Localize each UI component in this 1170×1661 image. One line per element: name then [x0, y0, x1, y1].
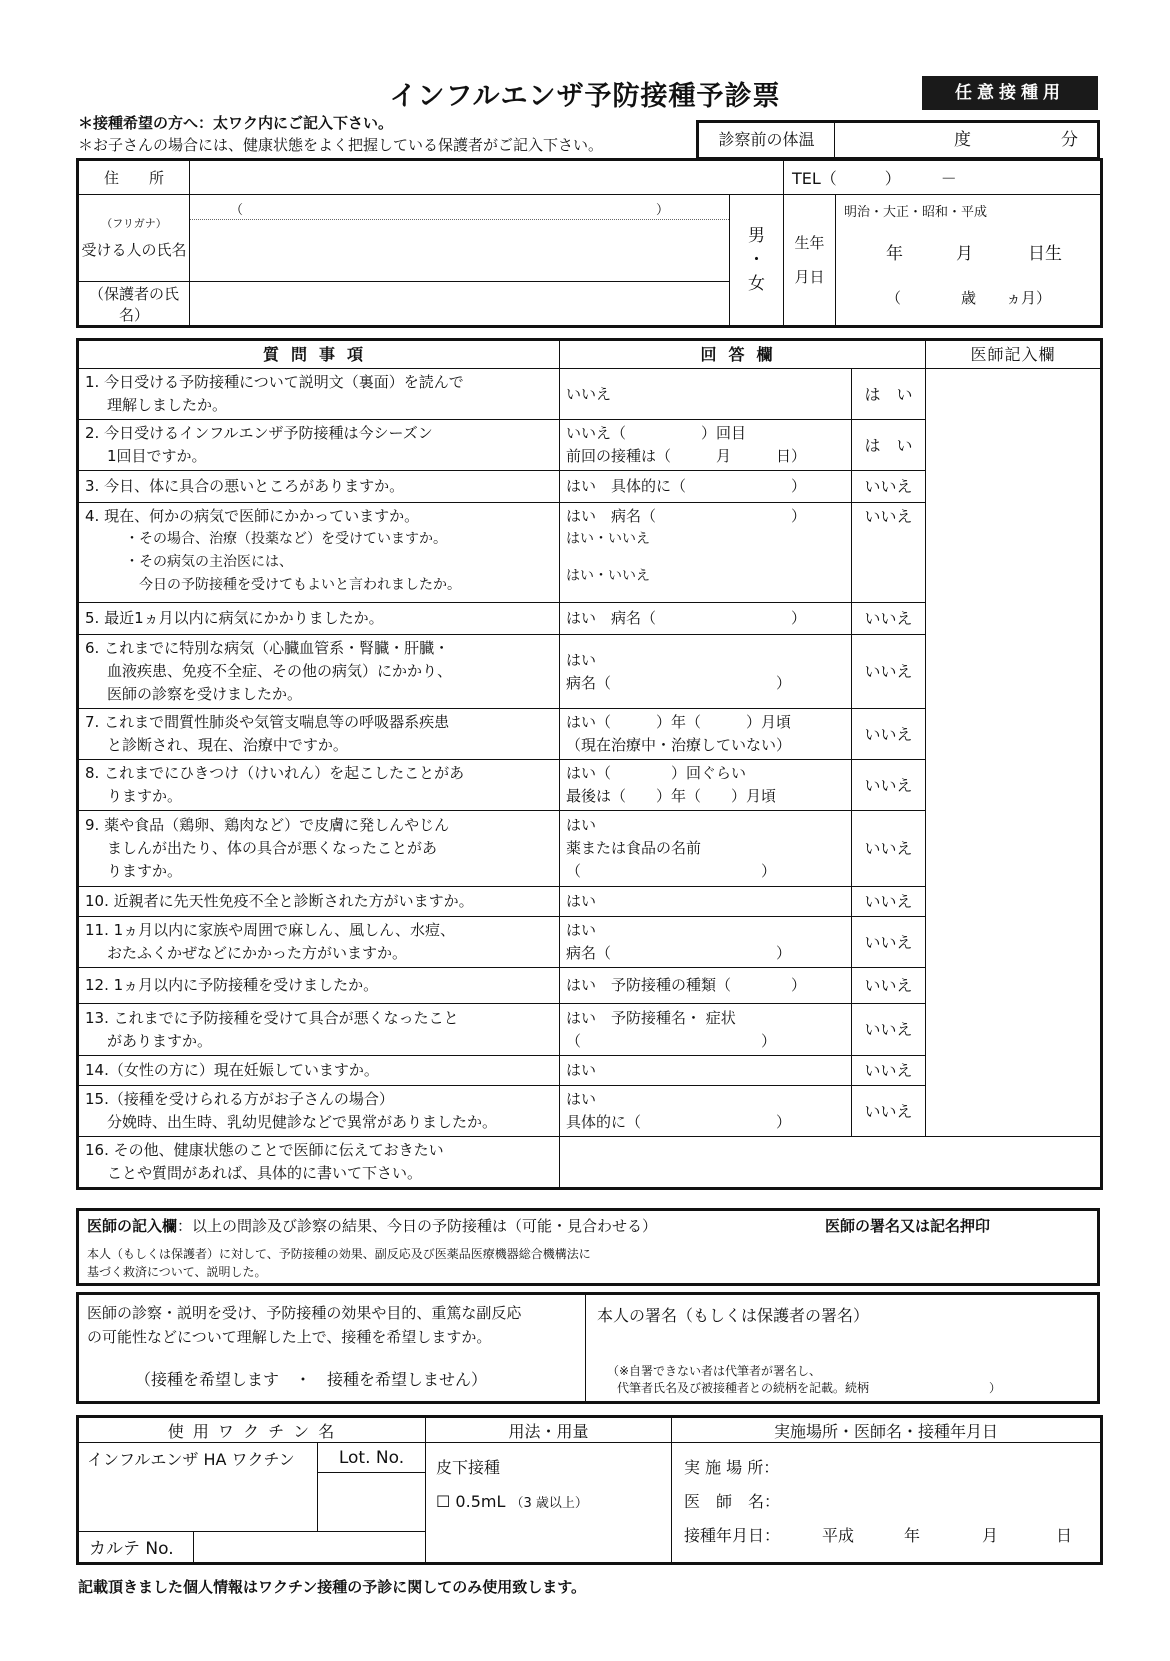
place-label: 実 施 場 所： [684, 1458, 780, 1478]
answer-option[interactable]: はい [560, 887, 852, 917]
question-text-cont: おたふくかぜなどにかかった方がいますか。 [107, 944, 408, 962]
lot-field[interactable] [318, 1473, 426, 1531]
question-text: 6. これまでに特別な病気（心臓血管系・腎臓・肝臓・ [85, 639, 450, 657]
birthdate-label-1: 生年 [794, 233, 825, 252]
signature-label: 本人の署名（もしくは保護者の署名） [597, 1306, 870, 1325]
doctor-explain-1: 本人（もしくは保護者）に対して、予防接種の効果、副反応及び医薬品医療機器総合機構法に [87, 1247, 591, 1261]
question-text-cont: がありますか。 [107, 1031, 213, 1050]
question-text: 16. その他、健康状態のことで医師に伝えておきたい [85, 1141, 444, 1159]
answer-option[interactable]: はい [566, 816, 597, 834]
instruction-note-1: ＊接種希望の方へ：太ワク内にご記入下さい。 [78, 114, 394, 132]
question-text-cont: 医師の診察を受けましたか。 [107, 685, 303, 703]
doctor-section-label: 医師の記入欄 [87, 1217, 178, 1235]
dose-note: （3 歳以上） [510, 1496, 588, 1512]
place-header: 実施場所・医師名・接種年月日 [672, 1417, 1102, 1443]
question-text: 11. 1ヵ月以内に家族や周囲で麻しん、風しん、水痘、 [85, 921, 455, 939]
answer-detail[interactable]: （ ） [566, 1031, 777, 1050]
question-text-cont: 理解しましたか。 [107, 396, 228, 414]
answer-option[interactable]: いいえ [852, 1056, 926, 1086]
proxy-note-1: （※自署できない者は代筆者が署名し、 [607, 1364, 822, 1378]
doctor-name-label: 医 師 名： [684, 1492, 781, 1512]
consent-section [76, 1292, 1100, 1404]
question-text: 8. これまでにひきつけ（けいれん）を起こしたことがあ [85, 764, 465, 782]
answer-option[interactable]: はい 予防接種名・ 症状 [566, 1008, 736, 1027]
doctor-notes-column[interactable] [926, 369, 1102, 1137]
name-label: 受ける人の氏名 [81, 241, 187, 260]
sub-answer-option[interactable]: はい・いいえ [566, 568, 650, 584]
era-options: 明治・大正・昭和・平成 [844, 204, 988, 220]
question-text-cont: ことや質問があれば、具体的に書いて下さい。 [107, 1164, 423, 1182]
answer-option[interactable]: いいえ [852, 503, 926, 603]
answer-option[interactable]: いいえ [852, 709, 926, 760]
voluntary-badge: 任意接種用 [922, 76, 1098, 110]
answer-detail[interactable]: 薬または食品の名前 [566, 839, 702, 857]
answer-detail[interactable]: （ ） [566, 862, 777, 880]
answer-option[interactable]: はい [566, 1090, 597, 1108]
question-subtext: ・その場合、治療（投薬など）を受けていますか。 [125, 531, 447, 547]
temperature-minute-unit: 分 [1061, 130, 1078, 150]
question-text: 2. 今日受けるインフルエンザ予防接種は今シーズン [85, 424, 433, 442]
answer-option[interactable]: いいえ [852, 471, 926, 503]
birthdate-label-2: 月日 [794, 267, 825, 286]
vaccine-table [76, 1415, 1103, 1565]
question-text-cont: りますか。 [107, 787, 183, 805]
temperature-label: 診察前の体温 [699, 123, 835, 157]
sex-selector[interactable] [730, 194, 784, 326]
temperature-degree-unit: 度 [954, 130, 971, 150]
doctor-explain-2: 基づく救済について、説明した。 [87, 1265, 267, 1279]
birthdate-field[interactable] [836, 194, 1102, 326]
privacy-footer: 記載頂きました個人情報はワクチン接種の予診に関してのみ使用致します。 [78, 1578, 587, 1596]
answer-option[interactable]: は い [852, 369, 926, 420]
birth-month-unit: 月 [956, 243, 973, 264]
date-month-unit: 月 [982, 1526, 999, 1546]
furigana-paren-open: （ [230, 202, 244, 218]
age-field[interactable]: （ 歳 ヵ月） [886, 288, 1052, 307]
usage-header: 用法・用量 [426, 1417, 672, 1443]
chart-number-field[interactable] [194, 1531, 426, 1563]
sex-male[interactable]: 男 [748, 225, 765, 246]
question-text: 1. 今日受ける予防接種について説明文（裏面）を読んで [85, 373, 464, 391]
consent-choice[interactable]: （接種を希望します ・ 接種を希望しません） [135, 1370, 488, 1389]
birth-year-unit: 年 [886, 243, 903, 264]
answer-option[interactable]: はい 具体的に（ ） [560, 471, 852, 503]
answer-option[interactable]: いいえ [560, 369, 852, 420]
instruction-note-2: ＊お子さんの場合には、健康状態をよく把握している保護者がご記入下さい。 [78, 136, 604, 154]
name-label-cell [78, 194, 190, 282]
sub-answer-option[interactable]: はい・いいえ [566, 531, 650, 547]
vaccine-name-header: 使 用 ワ ク チ ン 名 [78, 1417, 426, 1443]
dose-checkbox[interactable]: ☐ 0.5mL [436, 1492, 506, 1512]
answer-detail[interactable]: 前回の接種は（ 月 日） [566, 447, 807, 465]
place-cell[interactable] [672, 1443, 1102, 1564]
vaccine-name[interactable]: インフルエンザ HA ワクチン [78, 1443, 318, 1532]
answer-option[interactable]: はい 予防接種の種類（ ） [560, 968, 852, 1004]
tel-field[interactable]: TEL（ ） － [784, 160, 1102, 195]
question-text: 7. これまで間質性肺炎や気管支喘息等の呼吸器系疾患 [85, 713, 450, 731]
answer-option[interactable]: いいえ [852, 887, 926, 917]
answer-option[interactable]: はい [560, 1056, 852, 1086]
date-year-unit: 年 [904, 1526, 921, 1546]
question-subtext: 今日の予防接種を受けてもよいと言われましたか。 [139, 577, 461, 593]
answer-option[interactable]: はい 病名（ ） [566, 507, 807, 525]
question-text: 14.（女性の方に）現在妊娠していますか。 [78, 1056, 560, 1086]
answer-option[interactable]: いいえ [852, 811, 926, 887]
doctor-section [76, 1208, 1100, 1286]
question-text-cont: 血液疾患、免疫不全症、その他の病気）にかかり、 [107, 662, 453, 680]
answer-option[interactable]: は い [852, 420, 926, 471]
chart-number-label: カルテ No. [78, 1531, 194, 1563]
question-text: 13. これまでに予防接種を受けて具合が悪くなったこと [85, 1008, 459, 1027]
lot-label: Lot. No. [318, 1443, 426, 1473]
answer-detail[interactable]: 具体的に（ ） [566, 1113, 792, 1131]
answer-detail[interactable]: 病名（ ） [566, 673, 792, 692]
answer-option[interactable]: はい（ ）年（ ）月頃 [566, 713, 792, 731]
personal-info-table [76, 158, 1103, 328]
answer-option[interactable]: いいえ [852, 1086, 926, 1137]
date-era: 平成 [822, 1526, 855, 1546]
birth-day-unit: 日生 [1028, 243, 1062, 264]
consent-question-1: 医師の診察・説明を受け、予防接種の効果や目的、重篤な副反応 [87, 1304, 522, 1322]
free-text-answer[interactable] [560, 1137, 1102, 1189]
question-text-cont: ましんが出たり、体の具合が悪くなったことがあ [107, 839, 438, 857]
header-question: 質問事項 [78, 340, 560, 369]
furigana-label: （フリガナ） [101, 217, 167, 231]
answer-detail[interactable]: （現在治療中・治療していない） [566, 736, 792, 754]
header-answer: 回答欄 [560, 340, 926, 369]
consent-question-2: の可能性などについて理解した上で、接種を希望しますか。 [87, 1328, 492, 1346]
question-text: 9. 薬や食品（鶏卵、鶏肉など）で皮膚に発しんやじん [85, 816, 450, 834]
question-text: 5. 最近1ヵ月以内に病気にかかりましたか。 [78, 603, 560, 635]
answer-detail[interactable]: 病名（ ） [566, 944, 792, 962]
question-text-cont: 1回目ですか。 [107, 447, 207, 465]
date-day-unit: 日 [1056, 1526, 1073, 1546]
question-row [78, 369, 1102, 420]
usage-cell [426, 1443, 672, 1564]
question-text: 15.（接種を受けられる方がお子さんの場合） [85, 1090, 394, 1108]
question-text-cont: りますか。 [107, 862, 183, 880]
questionnaire-table [76, 338, 1103, 1190]
answer-option[interactable]: はい [566, 921, 597, 939]
answer-option[interactable]: いいえ [852, 917, 926, 968]
question-subtext: ・その病気の主治医には、 [125, 554, 293, 570]
temperature-box[interactable] [696, 120, 1100, 160]
address-field[interactable] [190, 160, 784, 195]
page-title: インフルエンザ予防接種予診票 [389, 81, 781, 112]
doctor-decision-text[interactable]: ：以上の問診及び診察の結果、今日の予防接種は（可能・見合わせる） [177, 1217, 658, 1235]
proxy-note-2: 代筆者氏名及び被接種者との続柄を記載。続柄 ） [617, 1381, 1002, 1395]
question-text-cont: と診断され、現在、治療中ですか。 [107, 736, 348, 754]
question-text: 10. 近親者に先天性免疫不全と診断された方がいますか。 [78, 887, 560, 917]
doctor-signature-label: 医師の署名又は記名押印 [825, 1217, 991, 1235]
answer-option[interactable]: いいえ [852, 968, 926, 1004]
birthdate-label-cell [784, 194, 836, 326]
question-row [78, 1137, 1102, 1189]
route: 皮下接種 [436, 1458, 501, 1478]
answer-option[interactable]: はい（ ）回ぐらい [566, 764, 747, 782]
answer-option[interactable]: はい [566, 650, 597, 669]
name-field[interactable] [190, 194, 730, 282]
furigana-paren-close: ） [656, 202, 670, 218]
guardian-field[interactable] [190, 282, 730, 327]
sex-dot: ・ [748, 249, 765, 270]
question-text: 3. 今日、体に具合の悪いところがありますか。 [78, 471, 560, 503]
answer-option[interactable]: いいえ [852, 1004, 926, 1056]
question-text: 12. 1ヵ月以内に予防接種を受けましたか。 [78, 968, 560, 1004]
answer-option[interactable]: はい 病名（ ） [560, 603, 852, 635]
answer-option[interactable]: いいえ [852, 760, 926, 811]
sex-female[interactable]: 女 [748, 273, 765, 294]
question-text-cont: 分娩時、出生時、乳幼児健診などで異常がありましたか。 [107, 1113, 498, 1131]
answer-option[interactable]: いいえ（ ）回目 [566, 424, 747, 442]
question-text: 4. 現在、何かの病気で医師にかかっていますか。 [85, 507, 420, 525]
header-doctor: 医師記入欄 [926, 340, 1102, 369]
answer-option[interactable]: いいえ [852, 603, 926, 635]
answer-option[interactable]: いいえ [852, 635, 926, 709]
guardian-label: （保護者の氏名） [78, 282, 190, 327]
answer-detail[interactable]: 最後は（ ）年（ ）月頃 [566, 787, 777, 805]
vaccination-date-label: 接種年月日： [684, 1526, 781, 1546]
address-label: 住 所 [78, 160, 190, 195]
